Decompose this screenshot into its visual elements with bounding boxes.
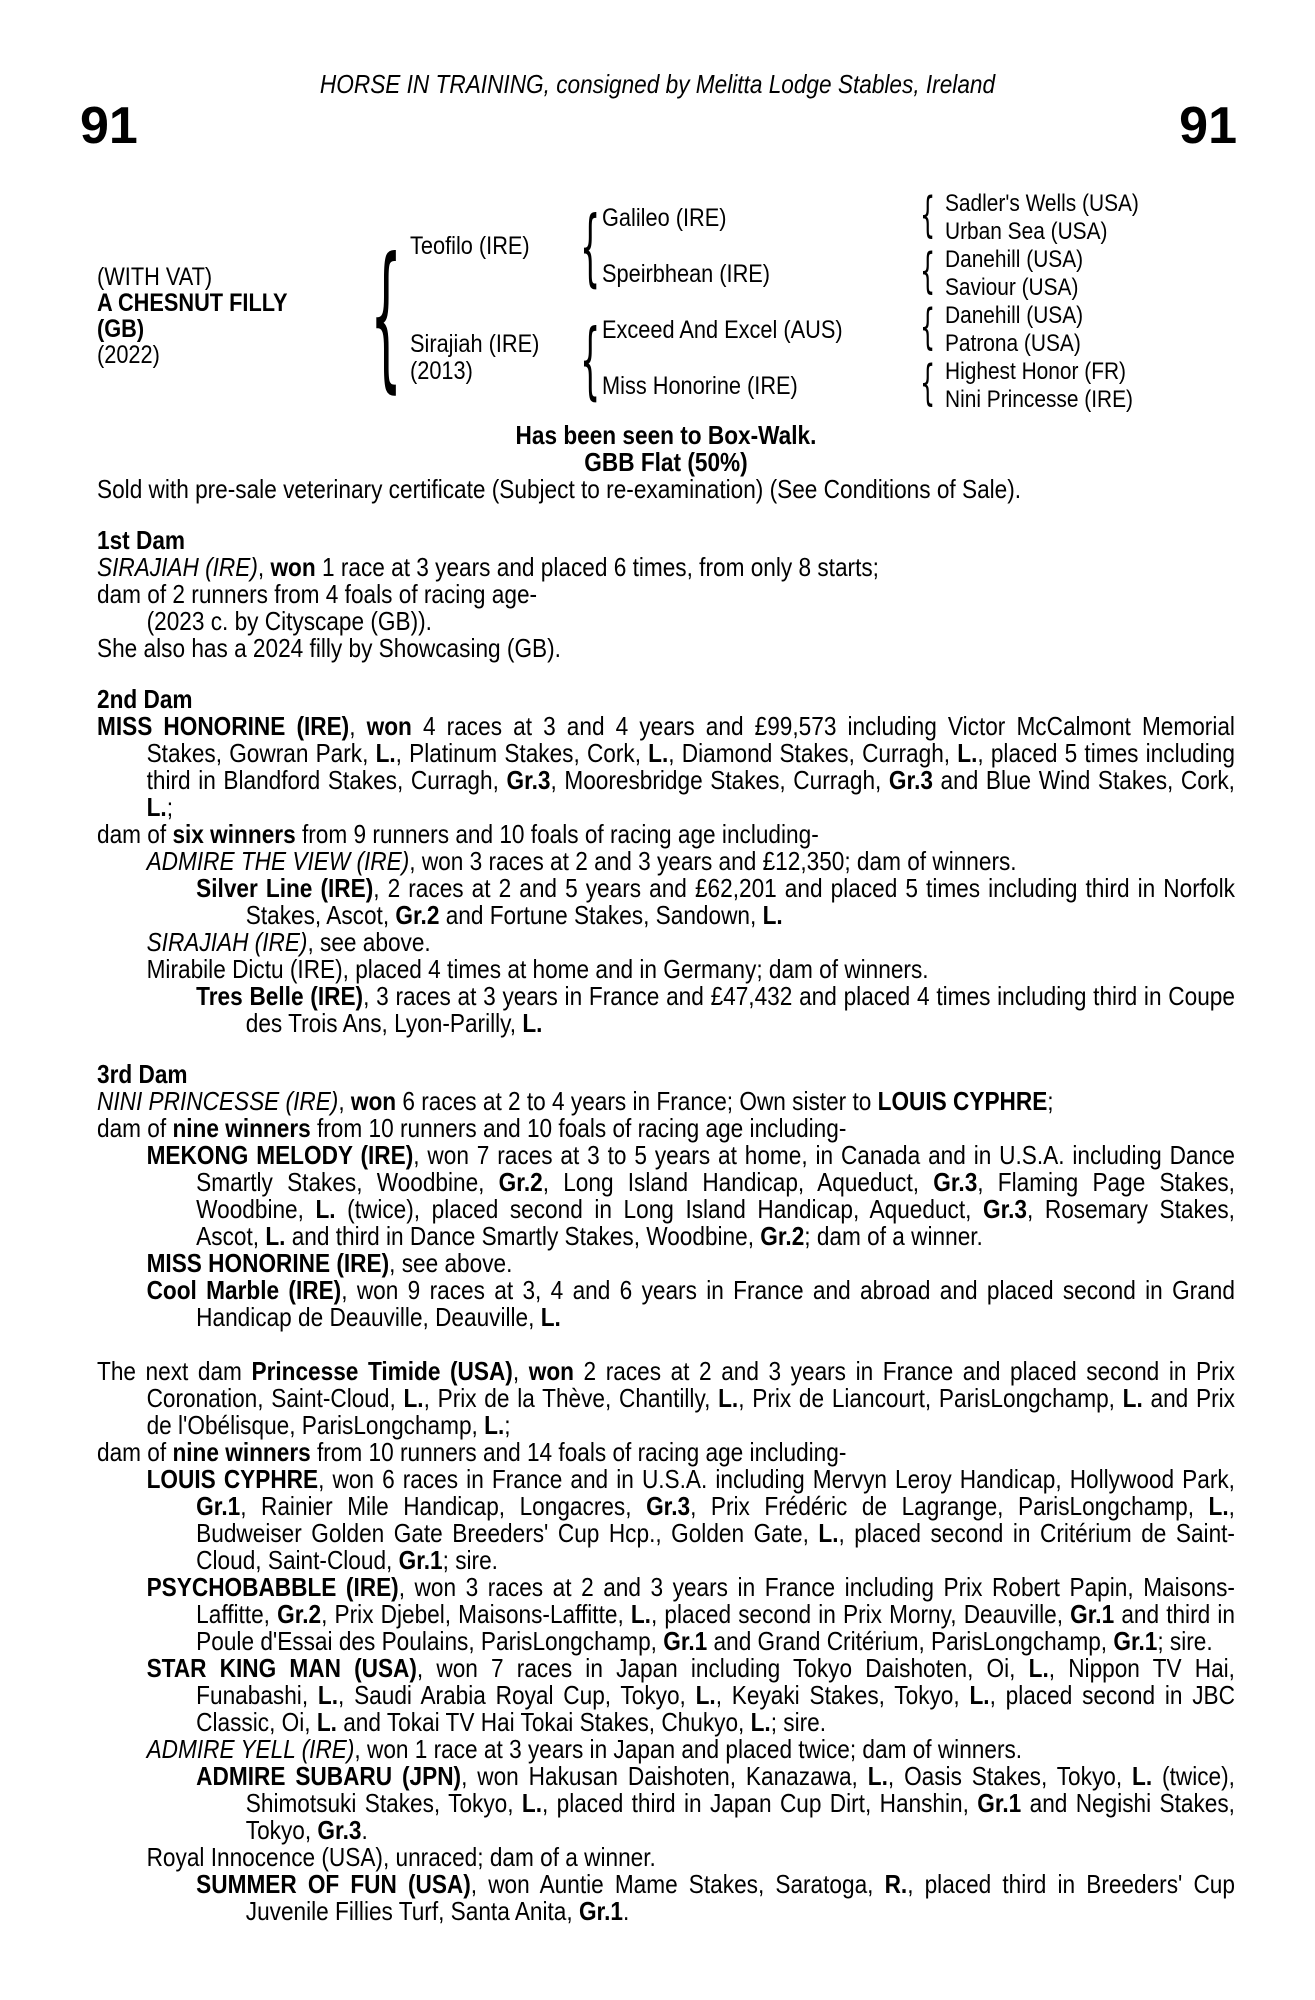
great-grandparent-3: Danehill (USA) bbox=[945, 246, 1084, 273]
stable-vice-note: Has been seen to Box-Walk. bbox=[515, 420, 817, 450]
text-run: (twice), placed second in Long Island Handicap, Aqueduct, bbox=[335, 1194, 983, 1224]
text-run: , Keyaki Stakes, Tokyo, bbox=[715, 1680, 970, 1710]
text-run: L. bbox=[1122, 1383, 1143, 1413]
para-2023-foal bbox=[97, 608, 1235, 635]
text-run: Gr.1 bbox=[578, 1896, 623, 1926]
text-run: L. bbox=[630, 1599, 651, 1629]
text-run: , won 6 races in France and in U.S.A. including Mervyn Leroy Handicap, Hollywood Park, bbox=[318, 1464, 1235, 1494]
text-run: , won Hakusan Daishoten, Kanazawa, bbox=[461, 1761, 868, 1791]
text-run: , Saudi Arabia Royal Cup, Tokyo, bbox=[338, 1680, 696, 1710]
text-run: , won 3 races at 2 and 3 years in France including Prix Robert Papin, Maisons-Laffitte, bbox=[196, 1572, 1235, 1629]
para-princesse-timide bbox=[97, 1358, 1235, 1439]
text-run: Gr.1 bbox=[196, 1491, 241, 1521]
para-silver-line bbox=[97, 875, 1235, 929]
text-run: and Blue Wind Stakes, Cork, bbox=[932, 765, 1235, 795]
text-run: Gr.3 bbox=[646, 1491, 691, 1521]
text-run: Tres Belle (IRE) bbox=[196, 981, 364, 1011]
text-run: and Prix de l'Obélisque, ParisLongchamp, bbox=[146, 1383, 1235, 1440]
lot-number-left: 91 bbox=[80, 97, 138, 155]
para-summer-of-fun bbox=[97, 1871, 1235, 1925]
text-run: L. bbox=[375, 738, 396, 768]
great-grandparent-5: Danehill (USA) bbox=[945, 302, 1084, 329]
catalogue-body bbox=[97, 422, 1235, 1925]
text-run: ; sire. bbox=[1157, 1626, 1213, 1656]
text-run: Princesse Timide (USA) bbox=[251, 1356, 513, 1386]
para-nini-produce bbox=[97, 1115, 1235, 1142]
text-run: L. bbox=[484, 1410, 505, 1440]
text-run: , Prix Djebel, Maisons-Laffitte, bbox=[321, 1599, 631, 1629]
text-run: Mirabile Dictu (IRE), placed 4 times at home and in Germany; dam of winners. bbox=[146, 954, 929, 984]
text-run: , placed third in Japan Cup Dirt, Hanshin, bbox=[541, 1788, 978, 1818]
text-run: NINI PRINCESSE (IRE) bbox=[97, 1086, 339, 1116]
text-run: , placed third in Breeders' Cup Juvenile Fillies Turf, Santa Anita, bbox=[245, 1869, 1235, 1926]
text-run: L. bbox=[867, 1761, 888, 1791]
sire-sire-name: Galileo (IRE) bbox=[602, 204, 727, 232]
text-run: L. bbox=[317, 1680, 339, 1710]
text-run: SIRAJIAH (IRE) bbox=[97, 552, 258, 582]
text-run: , bbox=[257, 552, 271, 582]
para-admire-the-view bbox=[97, 848, 1235, 875]
text-run: L. bbox=[750, 1707, 771, 1737]
pedigree-brace-gen4-3 bbox=[920, 299, 935, 355]
text-run: ; bbox=[1047, 1086, 1054, 1116]
text-run: L. bbox=[522, 1008, 543, 1038]
text-run: Royal Innocence (USA), unraced; dam of a winner. bbox=[146, 1842, 656, 1872]
text-run: , Flaming Page Stakes, Woodbine, bbox=[196, 1167, 1235, 1224]
para-2024-foal bbox=[97, 635, 1235, 662]
para-miss-honorine bbox=[97, 713, 1235, 821]
text-run: L. bbox=[957, 738, 978, 768]
horse-description: A CHESNUT FILLY bbox=[97, 289, 288, 317]
text-run: MISS HONORINE (IRE) bbox=[146, 1248, 390, 1278]
text-run: L. bbox=[718, 1383, 739, 1413]
dam-name: Sirajiah (IRE) bbox=[410, 330, 540, 358]
dam-year: (2013) bbox=[410, 357, 473, 385]
text-run: , bbox=[512, 1356, 529, 1386]
text-run: R. bbox=[884, 1869, 908, 1899]
text-run: , Platinum Stakes, Cork, bbox=[395, 738, 649, 768]
consignor-line: HORSE IN TRAINING, consigned by Melitta Lodge Stables, Ireland bbox=[319, 69, 996, 99]
text-run: , Prix de la Thève, Chantilly, bbox=[423, 1383, 719, 1413]
para-sirajiah-produce bbox=[97, 581, 1235, 608]
vet-certificate-note: Sold with pre-sale veterinary certificate (Subject to re-examination) (See Conditions of Sale). bbox=[97, 474, 1022, 504]
text-run: nine winners bbox=[172, 1113, 311, 1143]
para-miss-honorine-produce bbox=[97, 821, 1235, 848]
bonus-scheme-note: GBB Flat (50%) bbox=[584, 447, 748, 477]
text-run: ; bbox=[166, 792, 173, 822]
text-run: , placed second in Critérium de Saint-Cloud, Saint-Cloud, bbox=[196, 1518, 1235, 1575]
lot-details bbox=[97, 264, 288, 368]
text-run: Gr.1 bbox=[663, 1626, 708, 1656]
para-mekong-melody bbox=[97, 1142, 1235, 1250]
para-cool-marble bbox=[97, 1277, 1235, 1331]
text-run: from 9 runners and 10 foals of racing age including- bbox=[295, 819, 819, 849]
text-run: L. bbox=[316, 1707, 337, 1737]
text-run: ADMIRE YELL (IRE) bbox=[146, 1734, 355, 1764]
pedigree-brace-sire bbox=[580, 200, 600, 294]
text-run: , bbox=[338, 1086, 351, 1116]
text-run: ; dam of a winner. bbox=[804, 1221, 983, 1251]
text-run: nine winners bbox=[172, 1437, 311, 1467]
text-run: SUMMER OF FUN (USA) bbox=[196, 1869, 471, 1899]
text-run: dam of bbox=[97, 819, 173, 849]
text-run: L. bbox=[146, 792, 167, 822]
text-run: MISS HONORINE (IRE) bbox=[97, 711, 350, 741]
text-run: (twice), Shimotsuki Stakes, Tokyo, bbox=[245, 1761, 1235, 1818]
para-admire-subaru bbox=[97, 1763, 1235, 1844]
para-louis-cyphre bbox=[97, 1466, 1235, 1574]
text-run: , Prix de Liancourt, ParisLongchamp, bbox=[738, 1383, 1123, 1413]
heading-1st-dam: 1st Dam bbox=[97, 525, 186, 555]
para-star-king-man bbox=[97, 1655, 1235, 1736]
text-run: Gr.1 bbox=[1070, 1599, 1115, 1629]
text-run: , Long Island Handicap, Aqueduct, bbox=[542, 1167, 934, 1197]
text-run: ; sire. bbox=[770, 1707, 827, 1737]
text-run: , Rainier Mile Handicap, Longacres, bbox=[240, 1491, 647, 1521]
text-run: from 10 runners and 14 foals of racing age including- bbox=[310, 1437, 847, 1467]
great-grandparent-7: Highest Honor (FR) bbox=[945, 358, 1127, 385]
text-run: Gr.3 bbox=[982, 1194, 1028, 1224]
text-run: L. bbox=[818, 1518, 839, 1548]
great-grandparent-4: Saviour (USA) bbox=[945, 274, 1079, 301]
text-run: , won 9 races at 3, 4 and 6 years in France and abroad and placed second in Grand Handicap de Deauville, Deauville, bbox=[196, 1275, 1235, 1332]
para-sirajiah bbox=[97, 554, 1235, 581]
dam-sire-name: Exceed And Excel (AUS) bbox=[602, 316, 843, 344]
text-run: . bbox=[622, 1896, 630, 1926]
text-run: , won 3 races at 2 and 3 years and £12,350; dam of winners. bbox=[409, 846, 1017, 876]
text-run: six winners bbox=[172, 819, 296, 849]
text-run: won bbox=[528, 1356, 574, 1386]
para-admire-yell bbox=[97, 1736, 1235, 1763]
text-run: L. bbox=[1028, 1653, 1049, 1683]
text-run: Gr.2 bbox=[760, 1221, 805, 1251]
pedigree-brace-dam bbox=[580, 313, 600, 407]
para-mirabile-dictu bbox=[97, 956, 1235, 983]
text-run: The next dam bbox=[97, 1356, 252, 1386]
para-nini-princesse bbox=[97, 1088, 1235, 1115]
text-run: L. bbox=[1208, 1491, 1229, 1521]
text-run: and Fortune Stakes, Sandown, bbox=[439, 900, 763, 930]
text-run: 2 races at 2 and 3 years in France and placed second in Prix Coronation, Saint-Cloud, bbox=[146, 1356, 1235, 1413]
text-run: Gr.1 bbox=[1113, 1626, 1158, 1656]
text-run: L. bbox=[1132, 1761, 1153, 1791]
heading-3rd-dam: 3rd Dam bbox=[97, 1059, 188, 1089]
text-run: Silver Line (IRE) bbox=[196, 873, 374, 903]
text-run: and Grand Critérium, ParisLongchamp, bbox=[707, 1626, 1114, 1656]
text-run: dam of bbox=[97, 1437, 173, 1467]
text-run: Gr.3 bbox=[317, 1815, 362, 1845]
text-run: and Tokai TV Hai Tokai Stakes, Chukyo, bbox=[336, 1707, 751, 1737]
text-run: L. bbox=[265, 1221, 286, 1251]
text-run: ADMIRE SUBARU (JPN) bbox=[196, 1761, 462, 1791]
para-tres-belle bbox=[97, 983, 1235, 1037]
text-run: dam of 2 runners from 4 foals of racing age- bbox=[97, 579, 538, 609]
lot-number-right: 91 bbox=[1179, 97, 1237, 155]
text-run: L. bbox=[540, 1302, 561, 1332]
text-run: from 10 runners and 10 foals of racing age including- bbox=[310, 1113, 847, 1143]
text-run: , Rosemary Stakes, Ascot, bbox=[196, 1194, 1235, 1251]
text-run: ; sire. bbox=[442, 1545, 498, 1575]
horse-country: (GB) bbox=[97, 315, 145, 343]
text-run: , bbox=[349, 711, 367, 741]
text-run: , Budweiser Golden Gate Breeders' Cup Hcp., Golden Gate, bbox=[196, 1491, 1235, 1548]
text-run: L. bbox=[403, 1383, 424, 1413]
pedigree-brace-gen4-1 bbox=[920, 187, 935, 243]
text-run: L. bbox=[969, 1680, 990, 1710]
text-run: Gr.3 bbox=[506, 765, 551, 795]
text-run: 4 races at 3 and 4 years and £99,573 including Victor McCalmont Memorial Stakes, Gowran Park, bbox=[146, 711, 1235, 768]
text-run: , placed 5 times including third in Blandford Stakes, Curragh, bbox=[146, 738, 1235, 795]
lot-number-row bbox=[80, 97, 1237, 156]
text-run: Gr.2 bbox=[277, 1599, 322, 1629]
text-run: , placed second in Prix Morny, Deauville, bbox=[650, 1599, 1071, 1629]
text-run: , Oasis Stakes, Tokyo, bbox=[887, 1761, 1133, 1791]
text-run: and Negishi Stakes, Tokyo, bbox=[245, 1788, 1235, 1845]
text-run: Cool Marble (IRE) bbox=[146, 1275, 342, 1305]
dam-sections bbox=[97, 527, 1235, 1925]
text-run: Gr.1 bbox=[398, 1545, 443, 1575]
text-run: SIRAJIAH (IRE) bbox=[146, 927, 308, 957]
text-run: won bbox=[366, 711, 412, 741]
sire-dam-name: Speirbhean (IRE) bbox=[602, 260, 771, 288]
great-grandparent-1: Sadler's Wells (USA) bbox=[945, 190, 1139, 217]
para-sirajiah-see-above bbox=[97, 929, 1235, 956]
text-run: She also has a 2024 filly by Showcasing (GB). bbox=[97, 633, 561, 663]
dam-dam-name: Miss Honorine (IRE) bbox=[602, 372, 798, 400]
heading-2nd-dam: 2nd Dam bbox=[97, 684, 193, 714]
text-run: , Prix Frédéric de Lagrange, ParisLongchamp, bbox=[690, 1491, 1209, 1521]
text-run: 1 race at 3 years and placed 6 times, from only 8 starts; bbox=[315, 552, 879, 582]
para-miss-honorine-see-above bbox=[97, 1250, 1235, 1277]
text-run: , Mooresbridge Stakes, Curragh, bbox=[550, 765, 889, 795]
text-run: L. bbox=[695, 1680, 716, 1710]
pedigree-brace-gen4-4 bbox=[920, 355, 935, 411]
pedigree-brace-gen1 bbox=[370, 228, 402, 404]
text-run: (2023 c. by Cityscape (GB)). bbox=[146, 606, 432, 636]
text-run: ; bbox=[504, 1410, 511, 1440]
text-run: ADMIRE THE VIEW (IRE) bbox=[146, 846, 410, 876]
text-run: L. bbox=[521, 1788, 542, 1818]
text-run: Gr.2 bbox=[395, 900, 440, 930]
para-royal-innocence bbox=[97, 1844, 1235, 1871]
birth-year: (2022) bbox=[97, 341, 160, 369]
text-run: and third in Dance Smartly Stakes, Woodbine, bbox=[285, 1221, 761, 1251]
text-run: , Diamond Stakes, Curragh, bbox=[668, 738, 958, 768]
text-run: Gr.2 bbox=[498, 1167, 543, 1197]
text-run: Gr.3 bbox=[933, 1167, 978, 1197]
text-run: , won 1 race at 3 years in Japan and placed twice; dam of winners. bbox=[354, 1734, 1023, 1764]
text-run: L. bbox=[315, 1194, 336, 1224]
text-run: , won 7 races at 3 to 5 years at home, in Canada and in U.S.A. including Dance Smartly Stakes, Woodbine, bbox=[196, 1140, 1235, 1197]
text-run: Gr.1 bbox=[977, 1788, 1022, 1818]
text-run: L. bbox=[762, 900, 783, 930]
text-run: , won 7 races in Japan including Tokyo Daishoten, Oi, bbox=[416, 1653, 1029, 1683]
text-run: , won Auntie Mame Stakes, Saratoga, bbox=[470, 1869, 885, 1899]
text-run: LOUIS CYPHRE bbox=[877, 1086, 1048, 1116]
sire-name: Teofilo (IRE) bbox=[410, 232, 530, 260]
text-run: . bbox=[361, 1815, 368, 1845]
great-grandparent-8: Nini Princesse (IRE) bbox=[945, 386, 1133, 413]
pedigree-tree bbox=[97, 156, 1315, 422]
text-run: , Nippon TV Hai, Funabashi, bbox=[196, 1653, 1235, 1710]
para-princesse-timide-produce bbox=[97, 1439, 1235, 1466]
text-run: Gr.3 bbox=[888, 765, 933, 795]
pedigree-brace-gen4-2 bbox=[920, 243, 935, 299]
text-run: L. bbox=[648, 738, 669, 768]
text-run: , 2 races at 2 and 5 years and £62,201 and placed 5 times including third in Norfolk Stakes, Ascot, bbox=[245, 873, 1235, 930]
text-run: , 3 races at 3 years in France and £47,432 and placed 4 times including third in Coupe des Trois Ans, Lyon-Parilly, bbox=[245, 981, 1235, 1038]
para-psychobabble bbox=[97, 1574, 1235, 1655]
text-run: 6 races at 2 to 4 years in France; Own sister to bbox=[396, 1086, 878, 1116]
text-run: won bbox=[350, 1086, 397, 1116]
text-run: , see above. bbox=[389, 1248, 513, 1278]
text-run: LOUIS CYPHRE bbox=[146, 1464, 319, 1494]
text-run: dam of bbox=[97, 1113, 173, 1143]
great-grandparent-2: Urban Sea (USA) bbox=[945, 218, 1108, 245]
text-run: PSYCHOBABBLE (IRE) bbox=[146, 1572, 399, 1602]
text-run: , placed second in JBC Classic, Oi, bbox=[196, 1680, 1235, 1737]
text-run: and third in Poule d'Essai des Poulains, ParisLongchamp, bbox=[196, 1599, 1235, 1656]
text-run: won bbox=[270, 552, 316, 582]
great-grandparent-6: Patrona (USA) bbox=[945, 330, 1081, 357]
text-run: , see above. bbox=[307, 927, 431, 957]
text-run: STAR KING MAN (USA) bbox=[146, 1653, 417, 1683]
vat-note: (WITH VAT) bbox=[97, 263, 213, 291]
text-run: MEKONG MELODY (IRE) bbox=[146, 1140, 414, 1170]
